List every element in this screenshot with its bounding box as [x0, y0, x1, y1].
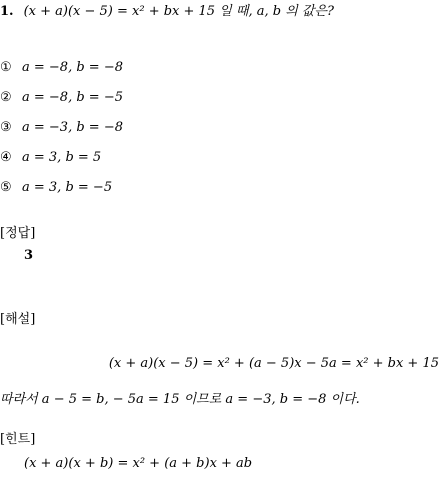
choice-3-number: ③ [0, 120, 12, 135]
question-number: 1. [0, 4, 14, 19]
question-line [0, 4, 334, 20]
choice-1-number: ① [0, 60, 12, 75]
choice-4[interactable] [0, 150, 101, 166]
choice-2-text: a = −8, b = −5 [22, 90, 123, 105]
explanation-conclusion: 따라서 a − 5 = b, − 5a = 15 이므로 a = −3, b = −8 이다. [0, 392, 360, 407]
choice-5[interactable] [0, 180, 112, 196]
choice-3-text: a = −3, b = −8 [22, 120, 123, 135]
choice-4-text: a = 3, b = 5 [22, 150, 102, 165]
answer-label: [정답] [0, 226, 36, 241]
choice-5-number: ⑤ [0, 180, 12, 195]
hint-formula: (x + a)(x + b) = x² + (a + b)x + ab [24, 456, 253, 471]
choice-4-number: ④ [0, 150, 12, 165]
question-text: (x + a)(x − 5) = x² + bx + 15 일 때, a, b 의 값은? [23, 4, 334, 19]
hint-label: [힌트] [0, 432, 36, 447]
choice-5-text: a = 3, b = −5 [22, 180, 113, 195]
choice-1-text: a = −8, b = −8 [22, 60, 123, 75]
choice-1[interactable] [0, 60, 123, 76]
answer-value: 3 [24, 248, 34, 263]
explanation-equation: (x + a)(x − 5) = x² + (a − 5)x − 5a = x² + bx + 15 [108, 356, 439, 371]
choice-2[interactable] [0, 90, 123, 106]
choice-3[interactable] [0, 120, 123, 136]
choice-2-number: ② [0, 90, 12, 105]
explanation-label: [해설] [0, 312, 36, 327]
